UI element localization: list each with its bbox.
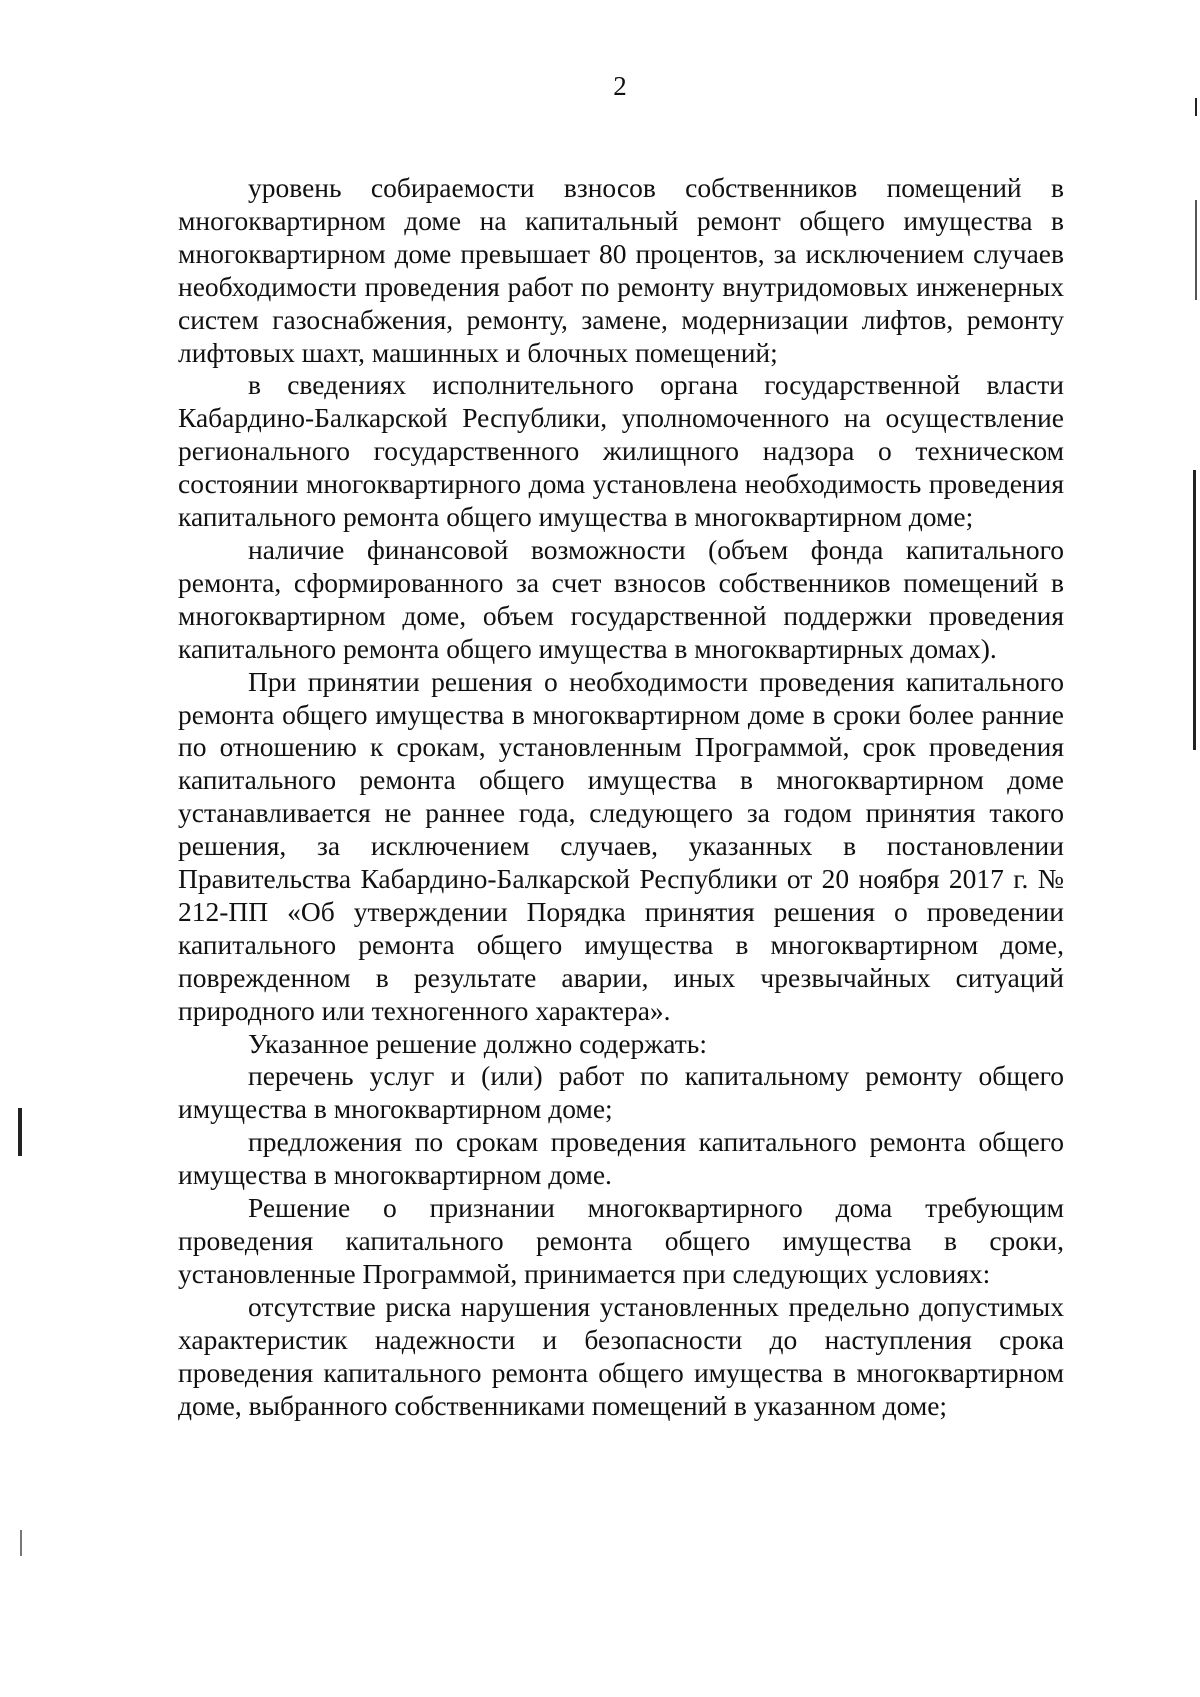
scan-artifact: [1195, 200, 1197, 300]
document-body: [178, 172, 1064, 1422]
paragraph: Указанное решение должно содержать:: [248, 1027, 707, 1059]
paragraph: в сведениях исполнительного органа государственной власти Кабардино-Балкарской Республики, уполномоченного на осуществление регионального государственного жилищного надзора о техническом состоянии многоквартирного дома установлена необходимость проведения капитального ремонта общего имущества в многоквартирном доме;: [178, 369, 1064, 533]
paragraph: При принятии решения о необходимости проведения капитального ремонта общего имущества в многоквартирном доме в сроки более ранние по отношению к срокам, установленным Программой, срок проведения капитального ремонта общего имущества в многоквартирном доме устанавливается не раннее года, следующего за годом принятия такого решения, за исключением случаев, указанных в постановлении Правительства Кабардино-Балкарской Республики от 20 ноября 2017 г. № 212-ПП «Об утверждении Порядка принятия решения о проведении капитального ремонта общего имущества в многоквартирном доме, поврежденном в результате аварии, иных чрезвычайных ситуаций природного или техногенного характера».: [178, 665, 1064, 1026]
paragraph: наличие финансовой возможности (объем фонда капитального ремонта, сформированного за счет взносов собственников помещений в многоквартирном доме, объем государственной поддержки проведения капитального ремонта общего имущества в многоквартирных домах).: [178, 533, 1064, 664]
paragraph: предложения по срокам проведения капитального ремонта общего имущества в многоквартирном доме.: [178, 1126, 1064, 1191]
scan-artifact: [20, 1530, 22, 1556]
paragraph: отсутствие риска нарушения установленных предельно допустимых характеристик надежности и безопасности до наступления срока проведения капитального ремонта общего имущества в многоквартирном доме, выбранного собственниками помещений в указанном доме;: [178, 1290, 1064, 1421]
scan-artifact: [1195, 98, 1197, 116]
paragraph: уровень собираемости взносов собственников помещений в многоквартирном доме на капитальный ремонт общего имущества в многоквартирном доме превышает 80 процентов, за исключением случаев необходимости проведения работ по ремонту внутридомовых инженерных систем газоснабжения, ремонту, замене, модернизации лифтов, ремонту лифтовых шахт, машинных и блочных помещений;: [178, 172, 1064, 368]
paragraph: перечень услуг и (или) работ по капитальному ремонту общего имущества в многоквартирном доме;: [178, 1060, 1064, 1125]
scan-artifact: [18, 1108, 22, 1156]
scan-artifact: [1193, 470, 1196, 750]
paragraph: Решение о признании многоквартирного дома требующим проведения капитального ремонта общего имущества в сроки, установленные Программой, принимается при следующих условиях:: [178, 1192, 1064, 1289]
page-number: 2: [613, 71, 627, 101]
